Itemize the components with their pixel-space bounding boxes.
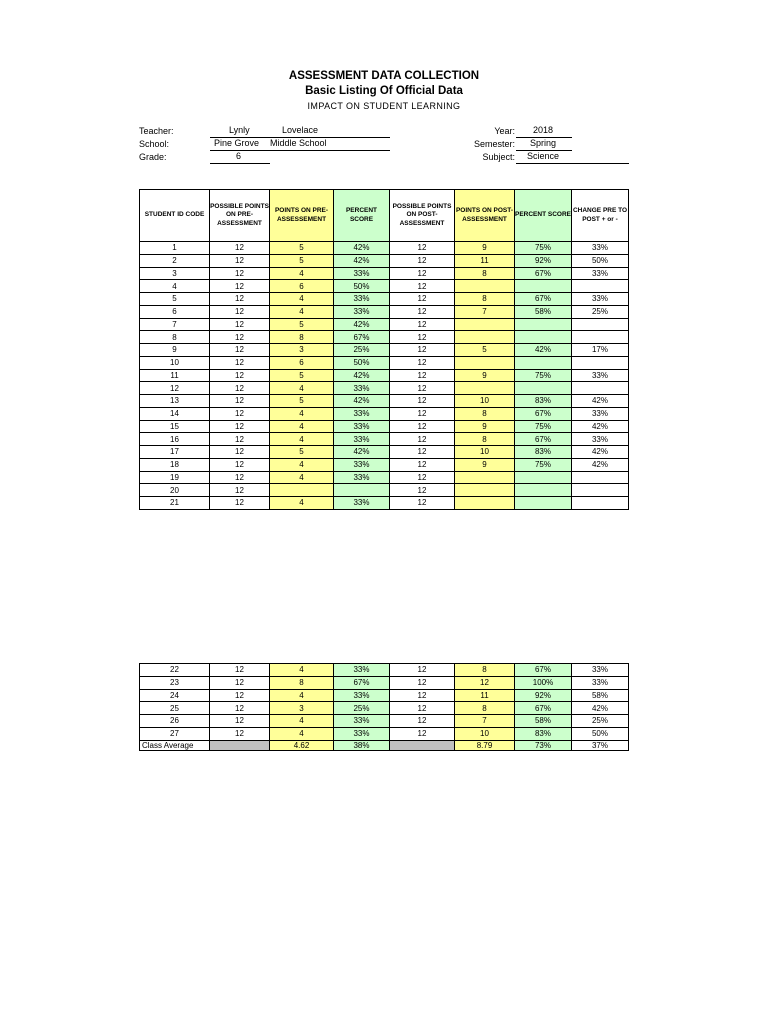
student-id-cell: 18 [140, 458, 210, 471]
possible-pre-cell: 12 [210, 433, 270, 446]
change-cell: 33% [572, 293, 629, 306]
percent-post-cell: 67% [515, 702, 572, 715]
possible-post-cell: 12 [390, 458, 455, 471]
student-id-cell: 2 [140, 254, 210, 267]
points-pre-cell: 6 [270, 280, 334, 293]
percent-pre-cell: 33% [334, 458, 390, 471]
table-row [140, 395, 629, 408]
points-post-cell: 9 [455, 458, 515, 471]
possible-pre-cell: 12 [210, 344, 270, 357]
points-post-cell: 9 [455, 420, 515, 433]
percent-pre-cell: 25% [334, 702, 390, 715]
possible-post-cell: 12 [390, 497, 455, 510]
points-post-cell: 10 [455, 395, 515, 408]
percent-pre-cell: 50% [334, 356, 390, 369]
student-id-cell: 20 [140, 484, 210, 497]
percent-pre-cell: 50% [334, 280, 390, 293]
possible-post-cell: 12 [390, 727, 455, 740]
percent-pre-cell: 33% [334, 689, 390, 702]
change-cell: 42% [572, 458, 629, 471]
possible-post-cell: 12 [390, 407, 455, 420]
teacher-field [210, 125, 390, 138]
col-header-possible-pre: POSSIBLE POINTS ON PRE-ASSESSMENT [210, 190, 270, 242]
table-row [140, 689, 629, 702]
points-post-cell: 10 [455, 727, 515, 740]
possible-post-cell: 12 [390, 242, 455, 255]
class-average-post-points: 8.79 [455, 740, 515, 750]
points-post-cell [455, 471, 515, 484]
change-cell: 33% [572, 267, 629, 280]
table-row [140, 305, 629, 318]
student-id-cell: 9 [140, 344, 210, 357]
points-pre-cell: 4 [270, 471, 334, 484]
points-pre-cell [270, 484, 334, 497]
percent-post-cell: 75% [515, 369, 572, 382]
class-average-blank [210, 740, 270, 750]
change-cell [572, 280, 629, 293]
points-pre-cell: 6 [270, 356, 334, 369]
change-cell [572, 382, 629, 395]
percent-post-cell [515, 280, 572, 293]
possible-post-cell: 12 [390, 369, 455, 382]
possible-pre-cell: 12 [210, 446, 270, 459]
grade-value: 6 [236, 151, 242, 161]
change-cell [572, 497, 629, 510]
table-row [140, 254, 629, 267]
subject-value: Science [527, 151, 560, 161]
percent-pre-cell: 42% [334, 318, 390, 331]
possible-pre-cell: 12 [210, 267, 270, 280]
table-row [140, 407, 629, 420]
possible-post-cell: 12 [390, 395, 455, 408]
change-cell [572, 356, 629, 369]
points-post-cell: 7 [455, 715, 515, 728]
possible-pre-cell: 12 [210, 254, 270, 267]
student-id-cell: 5 [140, 293, 210, 306]
table-row [140, 446, 629, 459]
possible-post-cell: 12 [390, 267, 455, 280]
student-id-cell: 8 [140, 331, 210, 344]
points-post-cell: 9 [455, 369, 515, 382]
table-row [140, 331, 629, 344]
points-pre-cell: 4 [270, 420, 334, 433]
page-title: ASSESSMENT DATA COLLECTION [288, 70, 480, 82]
possible-post-cell: 12 [390, 254, 455, 267]
student-id-cell: 14 [140, 407, 210, 420]
percent-pre-cell: 42% [334, 254, 390, 267]
points-pre-cell: 4 [270, 305, 334, 318]
points-post-cell [455, 280, 515, 293]
points-post-cell [455, 497, 515, 510]
semester-field [516, 138, 572, 151]
student-id-cell: 13 [140, 395, 210, 408]
table-row [140, 484, 629, 497]
student-id-cell: 17 [140, 446, 210, 459]
points-pre-cell: 4 [270, 458, 334, 471]
percent-post-cell [515, 318, 572, 331]
points-pre-cell: 5 [270, 369, 334, 382]
percent-post-cell: 100% [515, 676, 572, 689]
student-id-cell: 26 [140, 715, 210, 728]
percent-post-cell: 67% [515, 433, 572, 446]
subject-field [516, 151, 629, 164]
student-id-cell: 15 [140, 420, 210, 433]
percent-pre-cell: 25% [334, 344, 390, 357]
change-cell: 33% [572, 242, 629, 255]
table-row [140, 420, 629, 433]
table-body-part1 [140, 242, 629, 510]
semester-label: Semester: [473, 139, 515, 149]
col-header-points-pre: POINTS ON PRE-ASSESSEMENT [270, 190, 334, 242]
teacher-label: Teacher: [139, 126, 174, 136]
change-cell: 33% [572, 433, 629, 446]
change-cell: 33% [572, 676, 629, 689]
possible-pre-cell: 12 [210, 356, 270, 369]
table-row [140, 702, 629, 715]
class-average-post-percent: 73% [515, 740, 572, 750]
possible-pre-cell: 12 [210, 407, 270, 420]
student-id-cell: 25 [140, 702, 210, 715]
possible-pre-cell: 12 [210, 676, 270, 689]
page-subtitle: Basic Listing Of Official Data [305, 85, 463, 97]
points-post-cell: 12 [455, 676, 515, 689]
student-id-cell: 1 [140, 242, 210, 255]
student-id-cell: 24 [140, 689, 210, 702]
percent-pre-cell: 67% [334, 331, 390, 344]
possible-post-cell: 12 [390, 356, 455, 369]
table-row [140, 242, 629, 255]
student-id-cell: 10 [140, 356, 210, 369]
change-cell: 25% [572, 305, 629, 318]
percent-post-cell: 75% [515, 458, 572, 471]
table-row [140, 382, 629, 395]
percent-pre-cell: 42% [334, 395, 390, 408]
percent-post-cell: 83% [515, 446, 572, 459]
year-field [516, 125, 572, 138]
assessment-table [139, 189, 629, 510]
points-pre-cell: 4 [270, 407, 334, 420]
points-pre-cell: 5 [270, 318, 334, 331]
points-pre-cell: 4 [270, 664, 334, 677]
percent-pre-cell: 33% [334, 407, 390, 420]
col-header-possible-post: POSSIBLE POINTS ON POST-ASSESSMENT [390, 190, 455, 242]
points-post-cell: 8 [455, 267, 515, 280]
col-header-student-id: STUDENT ID CODE [140, 190, 210, 242]
page-tagline: IMPACT ON STUDENT LEARNING [307, 101, 461, 111]
class-average-pre-points: 4.62 [270, 740, 334, 750]
points-post-cell: 8 [455, 702, 515, 715]
change-cell: 42% [572, 446, 629, 459]
points-pre-cell: 8 [270, 331, 334, 344]
possible-pre-cell: 12 [210, 727, 270, 740]
points-post-cell: 5 [455, 344, 515, 357]
possible-pre-cell: 12 [210, 318, 270, 331]
percent-post-cell: 92% [515, 254, 572, 267]
change-cell: 33% [572, 664, 629, 677]
percent-pre-cell: 33% [334, 382, 390, 395]
change-cell: 25% [572, 715, 629, 728]
points-pre-cell: 8 [270, 676, 334, 689]
assessment-table-continued [139, 663, 629, 751]
student-id-cell: 12 [140, 382, 210, 395]
student-id-cell: 3 [140, 267, 210, 280]
possible-post-cell: 12 [390, 664, 455, 677]
year-label: Year: [494, 126, 515, 136]
points-pre-cell: 4 [270, 267, 334, 280]
percent-pre-cell: 67% [334, 676, 390, 689]
student-id-cell: 21 [140, 497, 210, 510]
points-pre-cell: 5 [270, 242, 334, 255]
percent-post-cell [515, 471, 572, 484]
possible-pre-cell: 12 [210, 331, 270, 344]
possible-post-cell: 12 [390, 331, 455, 344]
change-cell [572, 471, 629, 484]
student-id-cell: 27 [140, 727, 210, 740]
school-name-part2: Middle School [270, 138, 327, 148]
percent-pre-cell: 33% [334, 664, 390, 677]
percent-post-cell [515, 382, 572, 395]
possible-pre-cell: 12 [210, 280, 270, 293]
table-row [140, 344, 629, 357]
possible-pre-cell: 12 [210, 420, 270, 433]
percent-pre-cell: 33% [334, 293, 390, 306]
change-cell: 50% [572, 727, 629, 740]
points-pre-cell: 4 [270, 689, 334, 702]
semester-value: Spring [530, 138, 557, 148]
percent-post-cell: 67% [515, 407, 572, 420]
class-average-blank [390, 740, 455, 750]
change-cell: 58% [572, 689, 629, 702]
percent-post-cell: 92% [515, 689, 572, 702]
change-cell [572, 318, 629, 331]
points-post-cell: 11 [455, 254, 515, 267]
possible-pre-cell: 12 [210, 715, 270, 728]
points-pre-cell: 3 [270, 702, 334, 715]
possible-post-cell: 12 [390, 484, 455, 497]
possible-post-cell: 12 [390, 420, 455, 433]
percent-pre-cell: 33% [334, 420, 390, 433]
percent-pre-cell: 33% [334, 267, 390, 280]
possible-pre-cell: 12 [210, 664, 270, 677]
possible-pre-cell: 12 [210, 689, 270, 702]
points-post-cell [455, 484, 515, 497]
student-id-cell: 7 [140, 318, 210, 331]
points-post-cell: 8 [455, 433, 515, 446]
table-row [140, 280, 629, 293]
percent-pre-cell: 42% [334, 242, 390, 255]
points-pre-cell: 5 [270, 254, 334, 267]
percent-post-cell: 75% [515, 420, 572, 433]
possible-pre-cell: 12 [210, 305, 270, 318]
percent-post-cell: 67% [515, 664, 572, 677]
points-pre-cell: 4 [270, 433, 334, 446]
percent-post-cell: 42% [515, 344, 572, 357]
table-row [140, 676, 629, 689]
col-header-points-post: POINTS ON POST-ASSESSMENT [455, 190, 515, 242]
points-pre-cell: 5 [270, 395, 334, 408]
change-cell: 17% [572, 344, 629, 357]
possible-post-cell: 12 [390, 382, 455, 395]
change-cell: 42% [572, 702, 629, 715]
table-body-part2 [140, 664, 629, 741]
change-cell: 42% [572, 420, 629, 433]
col-header-percent-pre: PERCENT SCORE [334, 190, 390, 242]
possible-pre-cell: 12 [210, 242, 270, 255]
possible-pre-cell: 12 [210, 369, 270, 382]
table-row [140, 433, 629, 446]
points-post-cell: 9 [455, 242, 515, 255]
percent-pre-cell: 33% [334, 497, 390, 510]
possible-post-cell: 12 [390, 318, 455, 331]
possible-pre-cell: 12 [210, 702, 270, 715]
year-value: 2018 [533, 125, 554, 135]
possible-post-cell: 12 [390, 689, 455, 702]
percent-post-cell: 83% [515, 727, 572, 740]
teacher-last-name: Lovelace [282, 125, 319, 135]
table-row [140, 293, 629, 306]
table-row [140, 356, 629, 369]
points-post-cell: 8 [455, 293, 515, 306]
student-id-cell: 16 [140, 433, 210, 446]
possible-pre-cell: 12 [210, 382, 270, 395]
percent-post-cell: 58% [515, 305, 572, 318]
percent-post-cell: 58% [515, 715, 572, 728]
percent-post-cell: 75% [515, 242, 572, 255]
student-id-cell: 11 [140, 369, 210, 382]
points-post-cell: 8 [455, 407, 515, 420]
points-pre-cell: 4 [270, 293, 334, 306]
col-header-percent-post: PERCENT SCORE [515, 190, 572, 242]
points-pre-cell: 5 [270, 446, 334, 459]
possible-post-cell: 12 [390, 702, 455, 715]
points-pre-cell: 3 [270, 344, 334, 357]
points-post-cell [455, 331, 515, 344]
percent-pre-cell: 33% [334, 727, 390, 740]
school-label: School: [139, 139, 170, 149]
possible-post-cell: 12 [390, 676, 455, 689]
table-row [140, 664, 629, 677]
points-post-cell: 7 [455, 305, 515, 318]
points-pre-cell: 4 [270, 497, 334, 510]
percent-post-cell [515, 331, 572, 344]
class-average-change: 37% [572, 740, 629, 750]
possible-pre-cell: 12 [210, 471, 270, 484]
possible-post-cell: 12 [390, 446, 455, 459]
student-id-cell: 23 [140, 676, 210, 689]
percent-post-cell: 67% [515, 293, 572, 306]
table-row [140, 458, 629, 471]
change-cell: 33% [572, 369, 629, 382]
percent-pre-cell [334, 484, 390, 497]
possible-post-cell: 12 [390, 305, 455, 318]
percent-post-cell [515, 484, 572, 497]
points-post-cell: 11 [455, 689, 515, 702]
subject-label: Subject: [482, 152, 515, 162]
student-id-cell: 4 [140, 280, 210, 293]
possible-post-cell: 12 [390, 280, 455, 293]
table-row [140, 471, 629, 484]
possible-post-cell: 12 [390, 715, 455, 728]
class-average-pre-percent: 38% [334, 740, 390, 750]
possible-pre-cell: 12 [210, 458, 270, 471]
school-name-part1: Pine Grove [214, 138, 260, 148]
percent-pre-cell: 33% [334, 433, 390, 446]
possible-post-cell: 12 [390, 471, 455, 484]
possible-pre-cell: 12 [210, 484, 270, 497]
class-average-label: Class Average [140, 740, 210, 750]
percent-pre-cell: 33% [334, 715, 390, 728]
percent-pre-cell: 42% [334, 446, 390, 459]
table-row [140, 715, 629, 728]
table-row [140, 318, 629, 331]
table-row [140, 369, 629, 382]
possible-pre-cell: 12 [210, 497, 270, 510]
table-row [140, 267, 629, 280]
points-pre-cell: 4 [270, 727, 334, 740]
possible-pre-cell: 12 [210, 293, 270, 306]
table-row [140, 727, 629, 740]
percent-post-cell: 83% [515, 395, 572, 408]
possible-post-cell: 12 [390, 433, 455, 446]
possible-post-cell: 12 [390, 344, 455, 357]
change-cell [572, 484, 629, 497]
grade-label: Grade: [139, 152, 167, 162]
class-average-row [140, 740, 629, 750]
points-post-cell: 10 [455, 446, 515, 459]
percent-post-cell [515, 356, 572, 369]
student-id-cell: 6 [140, 305, 210, 318]
col-header-change: CHANGE PRE TO POST + or - [572, 190, 629, 242]
points-post-cell: 8 [455, 664, 515, 677]
points-post-cell [455, 318, 515, 331]
possible-pre-cell: 12 [210, 395, 270, 408]
points-post-cell [455, 356, 515, 369]
percent-post-cell: 67% [515, 267, 572, 280]
grade-field [210, 151, 270, 164]
possible-post-cell: 12 [390, 293, 455, 306]
student-id-cell: 22 [140, 664, 210, 677]
change-cell: 42% [572, 395, 629, 408]
school-field [210, 138, 390, 151]
points-pre-cell: 4 [270, 715, 334, 728]
percent-pre-cell: 33% [334, 471, 390, 484]
change-cell: 33% [572, 407, 629, 420]
points-post-cell [455, 382, 515, 395]
table-header-row [140, 190, 629, 242]
percent-pre-cell: 42% [334, 369, 390, 382]
student-id-cell: 19 [140, 471, 210, 484]
change-cell [572, 331, 629, 344]
percent-post-cell [515, 497, 572, 510]
table-row [140, 497, 629, 510]
change-cell: 50% [572, 254, 629, 267]
percent-pre-cell: 33% [334, 305, 390, 318]
teacher-first-name: Lynly [229, 125, 250, 135]
points-pre-cell: 4 [270, 382, 334, 395]
